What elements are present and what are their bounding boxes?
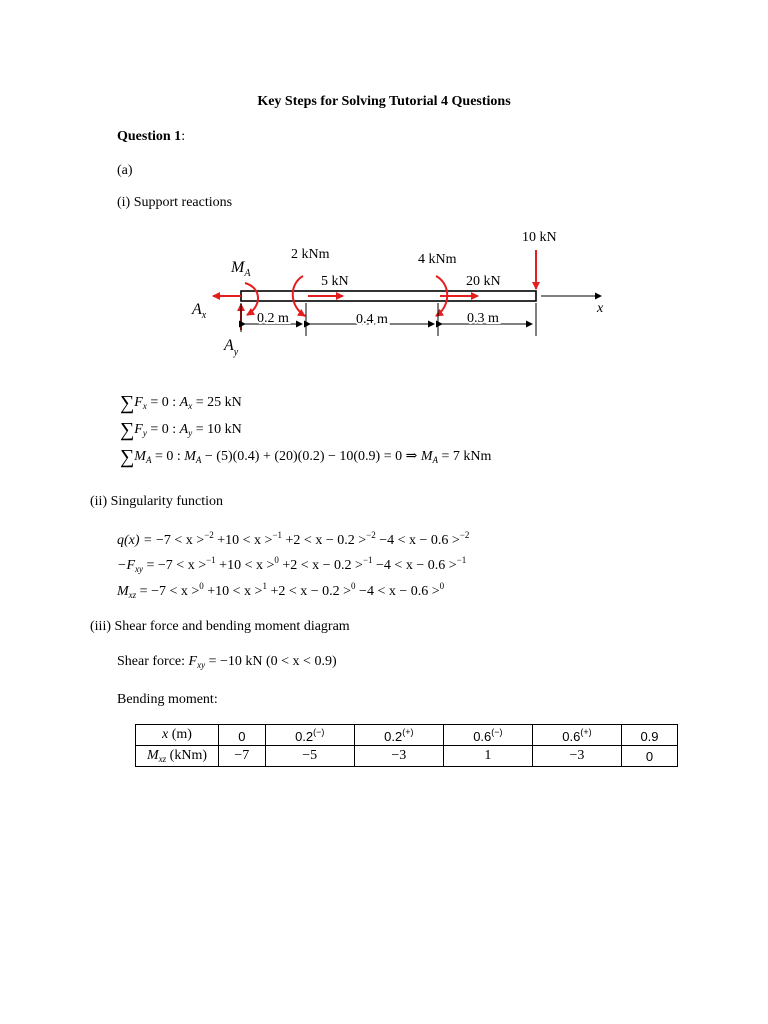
moment-4knm-label: 4 kNm [418,252,457,267]
page-title: Key Steps for Solving Tutorial 4 Questions [257,94,511,109]
table-row-m [136,746,678,767]
ax-label: $A_x$ [192,301,207,321]
x-axis-label: x [597,301,604,316]
ma-label: $M_A$ [231,259,251,279]
dim-label-3: 0.3 m [467,311,499,326]
equation-moment-m: $M_{xz} = -7 < x >^0 +10 < x >^1 +2 < x - 0.2 >^0 -4 < x - 0.6 >^0$ [117,581,445,600]
table-cell: 0.9 [621,725,677,746]
table-cell: −7 [219,746,266,767]
equation-load-q: q(x) = −7 < x >$^{-2}$ +10 < x >$^{-1}$ +2 < x − 0.2 >$^{-2}$ −4 < x − 0.6 >$^{-2}$ [117,530,470,548]
equation-sum-ma: $\sum M_A = 0$ : $M_A - (5)(0.4) + (20)(0.2) - 10(0.9) = 0$ ⇒ $M_A = 7$ kNm [120,446,492,468]
beam-diagram [0,0,768,380]
section-ii-heading: (ii) Singularity function [90,494,223,509]
dim-label-2: 0.4 m [356,312,388,327]
table-cell: 0 [219,725,266,746]
bending-moment-label: Bending moment: [117,692,218,707]
bending-moment-table [135,724,678,767]
question-colon: : [181,129,186,144]
beam [241,291,536,301]
table-cell: −5 [265,746,354,767]
table-cell: 0.2(+) [354,725,443,746]
equation-sum-fx: $\sum F_x = 0$ : $A_x = 25$ kN [120,392,242,414]
moment-2knm-label: 2 kNm [291,247,330,262]
question-label: Question 1 [117,129,182,144]
section-iii-heading: (iii) Shear force and bending moment diagram [90,619,350,634]
dim-label-1: 0.2 m [257,311,289,326]
table-cell: 0 [621,746,677,767]
equation-sum-fy: $\sum F_y = 0$ : $A_y = 10$ kN [120,419,242,441]
part-a-label: (a) [117,163,133,178]
force-20kn-label: 20 kN [466,274,501,289]
section-i-heading: (i) Support reactions [117,195,233,210]
shear-force-line: Shear force: $F_{xy} = -10$ kN (0 < x < 0.9) [117,654,337,670]
force-10kn-label: 10 kN [522,230,557,245]
table-cell: 0.6(−) [443,725,532,746]
force-5kn-label: 5 kN [321,274,349,289]
table-cell: 0.2(−) [265,725,354,746]
table-cell: 0.6(+) [532,725,621,746]
table-cell: −3 [532,746,621,767]
table-row-x [136,725,678,746]
table-cell: 1 [443,746,532,767]
table-header-x: x (m) [136,725,219,746]
table-header-m: $M_{xz}$ (kNm) [136,746,219,767]
equation-shear-f: $-F_{xy} = -7 < x >^{-1} +10 < x >^0 +2 < x - 0.2 >^{-1} -4 < x - 0.6 >^{-1}$ [117,555,467,574]
ay-label: $A_y$ [224,337,239,358]
table-cell: −3 [354,746,443,767]
